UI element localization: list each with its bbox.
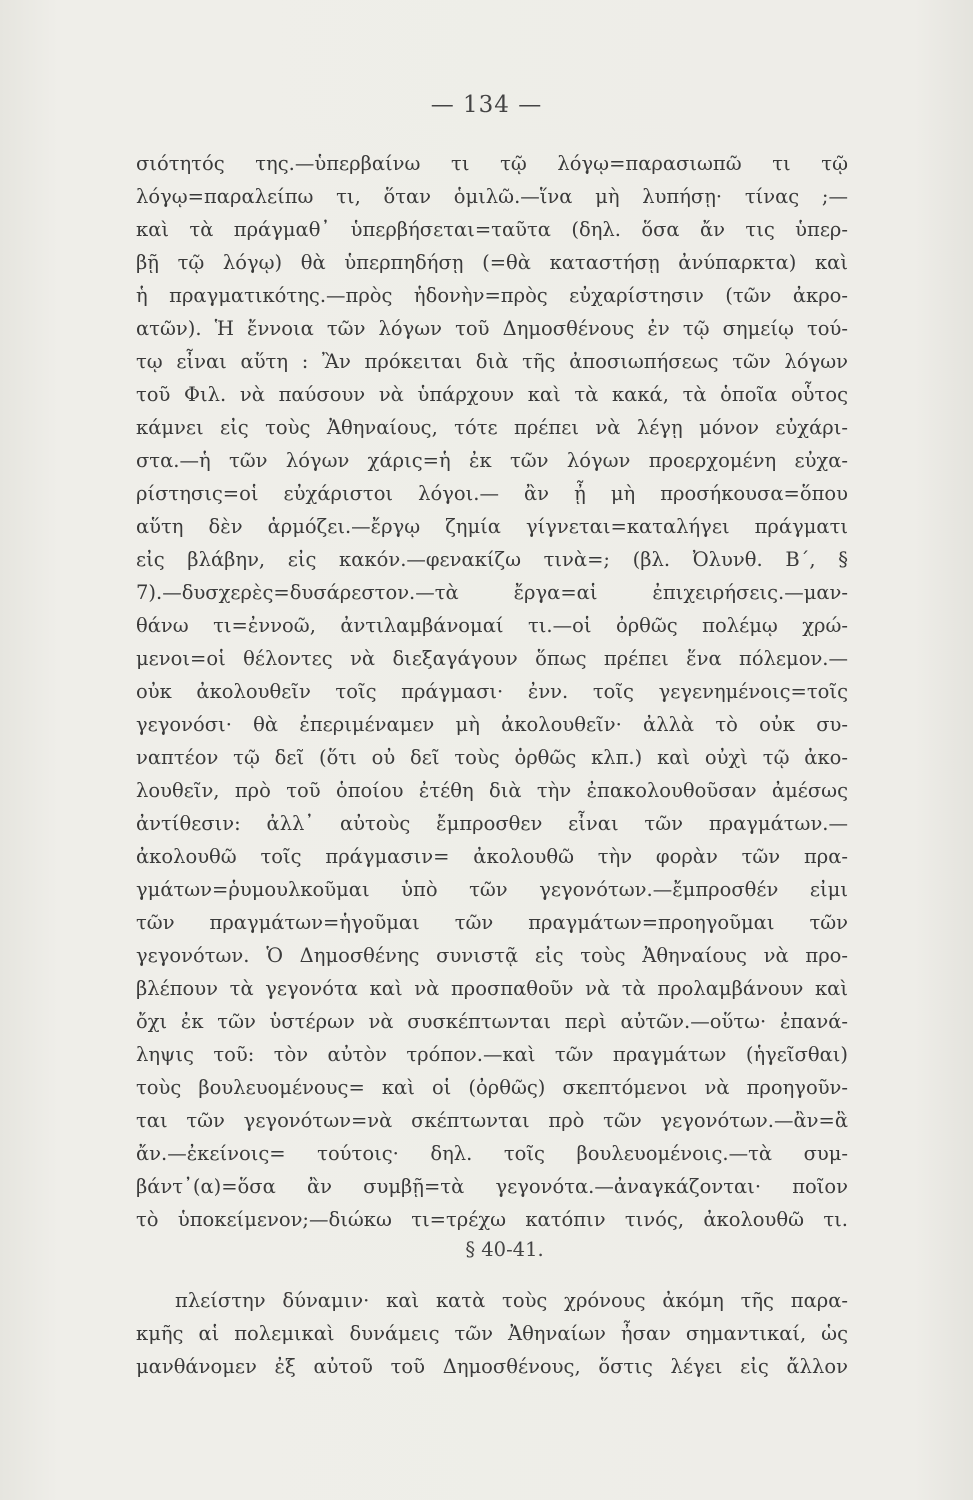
text-line: θάνω τι=ἐννοῶ, ἀντιλαμβάνομαί τι.—οἱ ὀρθῶς πολέμῳ χρώ- xyxy=(136,614,848,637)
text-line: γεγονότων. Ὁ Δημοσθένης συνιστᾷ εἰς τοὺς Ἀθηναίους νὰ προ- xyxy=(136,944,848,967)
text-line: ἀκολουθῶ τοῖς πράγμασιν= ἀκολουθῶ τὴν φορὰν τῶν πρα- xyxy=(136,845,848,868)
text-line: 7).—δυσχερὲς=δυσάρεστον.—τὰ ἔργα=αἱ ἐπιχειρήσεις.—μαν- xyxy=(136,581,848,604)
text-line: ὄχι ἐκ τῶν ὑστέρων νὰ συσκέπτωνται περὶ αὐτῶν.—οὕτω· ἐπανά- xyxy=(136,1010,848,1033)
text-line: ται τῶν γεγονότων=νὰ σκέπτωνται πρὸ τῶν γεγονότων.—ἂν=ἃ xyxy=(136,1109,848,1132)
text-line: ἀντίθεσιν: ἀλλ᾽ αὐτοὺς ἔμπροσθεν εἶναι τῶν πραγμάτων.— xyxy=(136,812,848,835)
text-line: γμάτων=ῥυμουλκοῦμαι ὑπὸ τῶν γεγονότων.—ἔμπροσθέν εἰμι xyxy=(136,878,848,901)
text-line: μανθάνομεν ἐξ αὐτοῦ τοῦ Δημοσθένους, ὅστις λέγει εἰς ἄλλον xyxy=(136,1355,848,1378)
text-line: στα.—ἡ τῶν λόγων χάρις=ἡ ἐκ τῶν λόγων προερχομένη εὐχα- xyxy=(136,449,848,472)
text-line: ἡ πραγματικότης.—πρὸς ἡδονὴν=πρὸς εὐχαρίστησιν (τῶν ἀκρο- xyxy=(136,284,848,307)
text-line: βάντ᾽(α)=ὅσα ἂν συμβῇ=τὰ γεγονότα.—ἀναγκάζονται· ποῖον xyxy=(136,1175,848,1198)
text-line: πλείστην δύναμιν· καὶ κατὰ τοὺς χρόνους ἀκόμη τῆς παρα- xyxy=(175,1289,848,1312)
text-line: ρίστησις=οἱ εὐχάριστοι λόγοι.— ἂν ᾖ μὴ προσήκουσα=ὅπου xyxy=(136,482,848,505)
text-line: ἄν.—ἐκείνοις= τούτοις· δηλ. τοῖς βουλευομένοις.—τὰ συμ- xyxy=(136,1142,848,1165)
text-line: σιότητός της.—ὑπερβαίνω τι τῷ λόγῳ=παρασιωπῶ τι τῷ xyxy=(136,152,848,175)
page-number: — 134 — xyxy=(430,92,543,118)
text-line: τὸ ὑποκείμενον;—διώκω τι=τρέχω κατόπιν τινός, ἀκολουθῶ τι. xyxy=(136,1208,848,1231)
text-line: λουθεῖν, πρὸ τοῦ ὁποίου ἐτέθη διὰ τὴν ἐπακολουθοῦσαν ἀμέσως xyxy=(136,779,848,802)
text-line: τῳ εἶναι αὕτη : Ἂν πρόκειται διὰ τῆς ἀποσιωπήσεως τῶν λόγων xyxy=(136,350,848,373)
text-line: οὐκ ἀκολουθεῖν τοῖς πράγμασι· ἐνν. τοῖς γεγενημένοις=τοῖς xyxy=(136,680,848,703)
text-line: ληψις τοῦ: τὸν αὐτὸν τρόπον.—καὶ τῶν πραγμάτων (ἡγεῖσθαι) xyxy=(136,1043,848,1066)
text-line: καὶ τὰ πράγμαθ᾽ ὑπερβήσεται=ταῦτα (δηλ. ὅσα ἄν τις ὑπερ- xyxy=(136,218,848,241)
text-line: γεγονόσι· θὰ ἐπεριμέναμεν μὴ ἀκολουθεῖν· ἀλλὰ τὸ οὐκ συ- xyxy=(136,713,848,736)
text-line: τοῦ Φιλ. νὰ παύσουν νὰ ὑπάρχουν καὶ τὰ κακά, τὰ ὁποῖα οὗτος xyxy=(136,383,848,406)
text-line: ναπτέον τῷ δεῖ (ὅτι οὐ δεῖ τοὺς ὀρθῶς κλπ.) καὶ οὐχὶ τῷ ἀκο- xyxy=(136,746,848,769)
text-line: κμῆς αἱ πολεμικαὶ δυνάμεις τῶν Ἀθηναίων ἦσαν σημαντικαί, ὡς xyxy=(136,1322,848,1345)
text-line: βλέπουν τὰ γεγονότα καὶ νὰ προσπαθοῦν νὰ τὰ προλαμβάνουν καὶ xyxy=(136,977,848,1000)
text-line: εἰς βλάβην, εἰς κακόν.—φενακίζω τινὰ=; (βλ. Ὀλυνθ. Β΄, § xyxy=(136,548,848,571)
text-line: αὕτη δὲν ἁρμόζει.—ἔργῳ ζημία γίγνεται=καταλήγει πράγματι xyxy=(136,515,848,538)
text-line: ατῶν). Ἡ ἔννοια τῶν λόγων τοῦ Δημοσθένους ἐν τῷ σημείῳ τού- xyxy=(136,317,848,340)
text-line: τῶν πραγμάτων=ἡγοῦμαι τῶν πραγμάτων=προηγοῦμαι τῶν xyxy=(136,911,848,934)
text-line: λόγῳ=παραλείπω τι, ὅταν ὁμιλῶ.—ἵνα μὴ λυπήσῃ· τίνας ;— xyxy=(136,185,848,208)
text-line: τοὺς βουλευομένους= καὶ οἱ (ὀρθῶς) σκεπτόμενοι νὰ προηγοῦν- xyxy=(136,1076,848,1099)
text-line: βῇ τῷ λόγῳ) θὰ ὑπερπηδήσῃ (=θὰ καταστήσῃ ἀνύπαρκτα) καὶ xyxy=(136,251,848,274)
text-line: κάμνει εἰς τοὺς Ἀθηναίους, τότε πρέπει νὰ λέγῃ μόνον εὐχάρι- xyxy=(136,416,848,439)
text-line: μενοι=οἱ θέλοντες νὰ διεξαγάγουν ὅπως πρέπει ἕνα πόλεμον.— xyxy=(136,647,848,670)
section-heading: § 40-41. xyxy=(465,1238,544,1261)
